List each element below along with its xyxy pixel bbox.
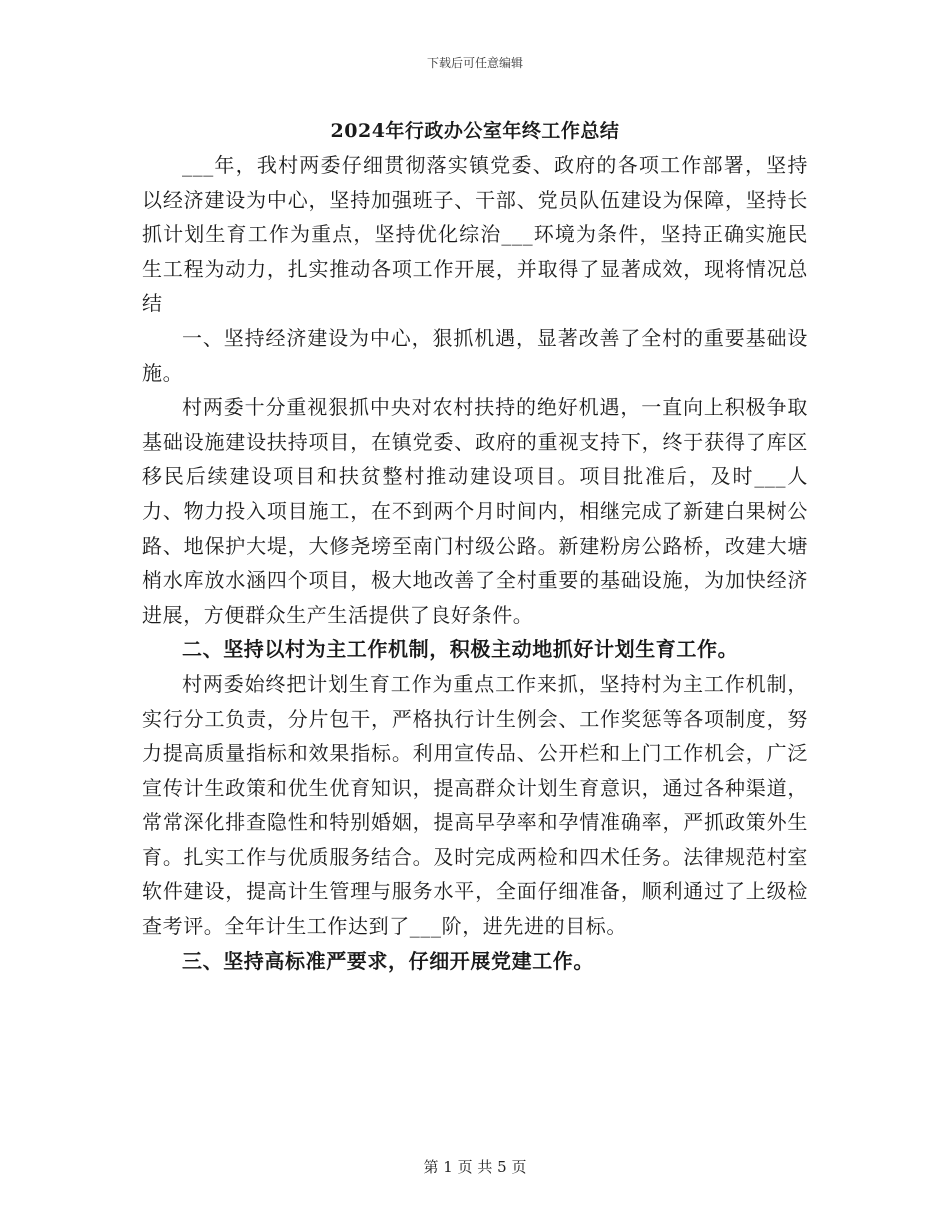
- document-body: [142, 148, 808, 978]
- paragraph-section-1: 村两委十分重视狠抓中央对农村扶持的绝好机遇，一直向上积极争取基础设施建设扶持项目，在镇党委、政府的重视支持下，终于获得了库区移民后续建设项目和扶贫整村推动建设项目。项目批准后，及时___人力、物力投入项目施工，在不到两个月时间内，相继完成了新建白果树公路、地保护大堤，大修尧塝至南门村级公路。新建粉房公路桥，改建大塘梢水库放水涵四个项目，极大地改善了全村重要的基础设施，为加快经济进展，方便群众生产生活提供了良好条件。: [142, 395, 808, 627]
- document-title: 2024年行政办公室年终工作总结: [330, 120, 620, 142]
- page-header-note: 下载后可任意编辑: [426, 56, 523, 70]
- section-heading-1: 一、坚持经济建设为中心，狠抓机遇，显著改善了全村的重要基础设施。: [142, 325, 808, 385]
- section-heading-3: 三、坚持高标准严要求，仔细开展党建工作。: [182, 948, 594, 973]
- paragraph-section-2: 村两委始终把计划生育工作为重点工作来抓，坚持村为主工作机制，实行分工负责，分片包干，严格执行计生例会、工作奖惩等各项制度，努力提高质量指标和效果指标。利用宣传品、公开栏和上门工作机会，广泛宣传计生政策和优生优育知识，提高群众计划生育意识，通过各种渠道，常常深化排查隐性和特别婚姻，提高早孕率和孕情准确率，严抓政策外生育。扎实工作与优质服务结合。及时完成两检和四术任务。法律规范村室软件建设，提高计生管理与服务水平，全面仔细准备，顺利通过了上级检查考评。全年计生工作达到了___阶，进先进的目标。: [142, 671, 808, 939]
- paragraph-intro: ___年，我村两委仔细贯彻落实镇党委、政府的各项工作部署，坚持以经济建设为中心，坚持加强班子、干部、党员队伍建设为保障，坚持长抓计划生育工作为重点，坚持优化综治___环境为条件，坚持正确实施民生工程为动力，扎实推动各项工作开展，并取得了显著成效，现将情况总结: [142, 153, 808, 316]
- page-number: 第 1 页 共 5 页: [423, 1158, 527, 1176]
- section-heading-2: 二、坚持以村为主工作机制，积极主动地抓好计划生育工作。: [182, 637, 739, 662]
